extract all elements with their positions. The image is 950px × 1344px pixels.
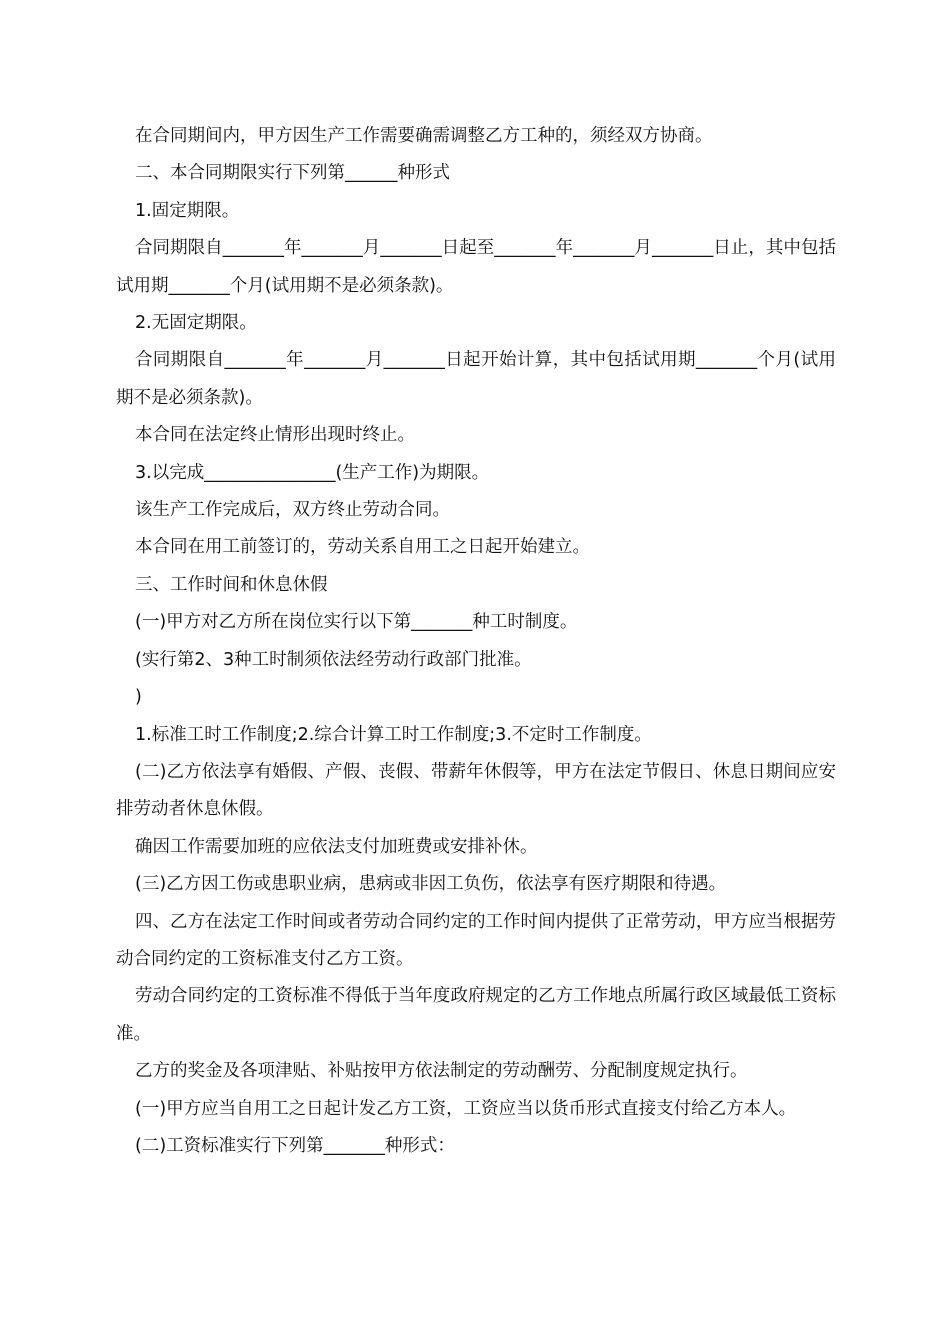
- paragraph: 本合同在用工前签订的，劳动关系自用工之日起开始建立。: [135, 537, 590, 558]
- paragraph: ): [135, 687, 142, 708]
- paragraph: (一)甲方对乙方所在岗位实行以下第_______种工时制度。: [135, 612, 578, 633]
- section-heading: 二、本合同期限实行下列第______种形式: [135, 163, 450, 184]
- paragraph: 1.标准工时工作制度;2.综合计算工时工作制度;3.不定时工作制度。: [135, 724, 652, 745]
- section-heading: 四、乙方在法定工作时间或者劳动合同约定的工作时间内提供了正常劳动，甲方应当根据劳动合同约定的工资标准支付乙方工资。: [116, 911, 836, 969]
- paragraph: 在合同期间内，甲方因生产工作需要确需调整乙方工种的，须经双方协商。: [135, 126, 713, 146]
- paragraph: 2.无固定期限。: [135, 313, 257, 334]
- paragraph: 合同期限自_______年_______月_______日起至_______年_______月_______日止，其中包括试用期_______个月(试用期不是必须条款)。: [116, 238, 836, 296]
- section-heading: 三、工作时间和休息休假: [135, 574, 328, 595]
- paragraph: 3.以完成_______________(生产工作)为期限。: [135, 462, 490, 483]
- paragraph: 1.固定期限。: [135, 200, 240, 221]
- paragraph: 确因工作需要加班的应依法支付加班费或安排补休。: [135, 836, 538, 857]
- document-body: [116, 118, 836, 1165]
- paragraph: 乙方的奖金及各项津贴、补贴按甲方依法制定的劳动酬劳、分配制度规定执行。: [135, 1061, 748, 1082]
- paragraph: (二)工资标准实行下列第_______种形式：: [135, 1135, 455, 1156]
- paragraph: 本合同在法定终止情形出现时终止。: [135, 425, 415, 446]
- paragraph: (三)乙方因工伤或患职业病，患病或非因工负伤，依法享有医疗期限和待遇。: [135, 874, 727, 895]
- paragraph: 劳动合同约定的工资标准不得低于当年度政府规定的乙方工作地点所属行政区域最低工资标准。: [116, 986, 836, 1044]
- paragraph: (二)乙方依法享有婚假、产假、丧假、带薪年休假等，甲方在法定节假日、休息日期间应安排劳动者休息休假。: [116, 761, 836, 820]
- paragraph: (实行第2、3种工时制须依法经劳动行政部门批准。: [135, 649, 532, 670]
- paragraph: 合同期限自_______年_______月_______日起开始计算，其中包括试用期_______个月(试用期不是必须条款)。: [116, 350, 836, 408]
- paragraph: 该生产工作完成后，双方终止劳动合同。: [135, 500, 450, 521]
- paragraph: (一)甲方应当自用工之日起计发乙方工资，工资应当以货币形式直接支付给乙方本人。: [135, 1098, 797, 1119]
